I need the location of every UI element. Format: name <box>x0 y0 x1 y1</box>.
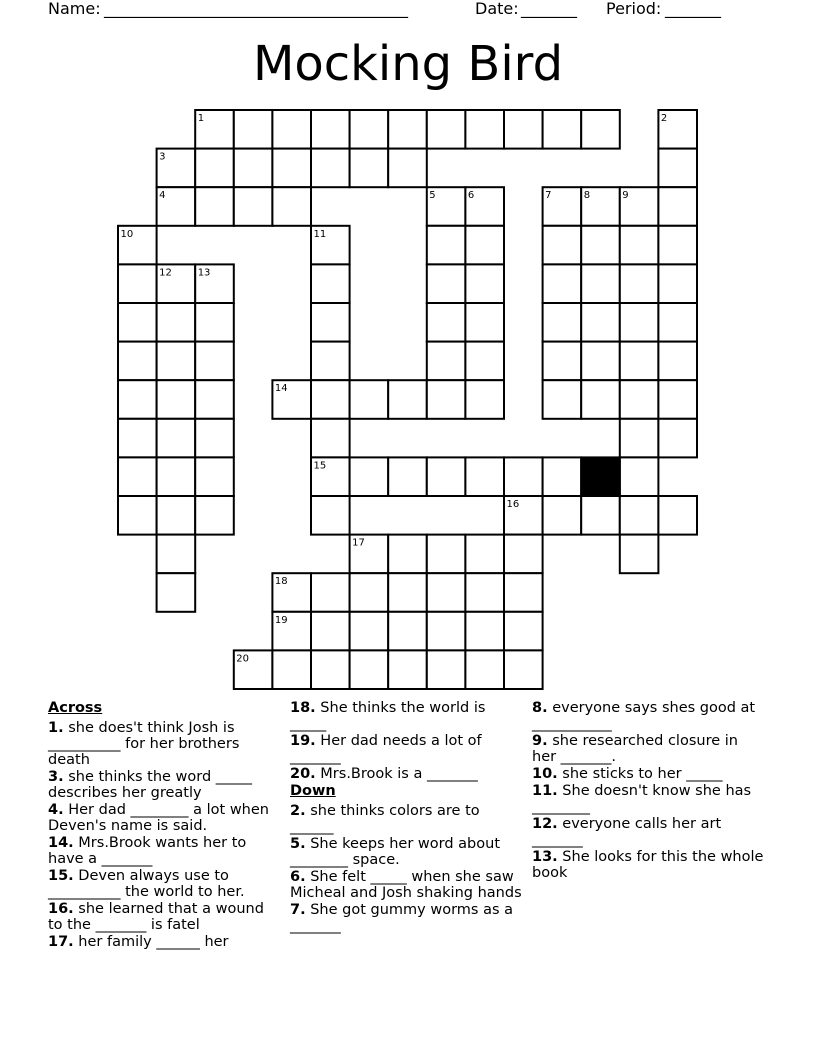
crossword-cell[interactable] <box>543 457 582 496</box>
crossword-cell[interactable] <box>311 303 350 342</box>
crossword-cell[interactable] <box>465 264 504 303</box>
crossword-cell[interactable] <box>581 226 620 265</box>
clue-number: 18 <box>274 576 288 588</box>
clue-across-3: 3. she thinks the word _____ describes her greatly <box>48 769 253 801</box>
crossword-cell[interactable] <box>234 187 273 226</box>
name-blank[interactable]: ______________________________________ <box>104 0 408 18</box>
clue-column-2 <box>290 700 522 935</box>
crossword-cell[interactable] <box>195 187 234 226</box>
date-blank[interactable]: _______ <box>521 0 577 18</box>
crossword-cell[interactable] <box>388 573 427 612</box>
clue-down-5: 5. She keeps her word about ________ space. <box>290 836 501 868</box>
crossword-cell[interactable] <box>620 535 659 574</box>
crossword-cell[interactable] <box>311 419 350 458</box>
clue-number: 11 <box>313 228 327 240</box>
clue-number: 3 <box>159 151 166 163</box>
crossword-cell[interactable] <box>465 342 504 381</box>
crossword-cell[interactable] <box>620 342 659 381</box>
crossword-cell[interactable] <box>543 380 582 419</box>
crossword-cell[interactable] <box>157 342 196 381</box>
clue-column-1 <box>48 700 280 951</box>
clue-across-18: 18. She thinks the world is _____ <box>290 700 486 732</box>
clue-down-10: 10. she sticks to her _____ <box>532 766 723 782</box>
crossword-cell[interactable] <box>427 457 466 496</box>
crossword-cell[interactable] <box>465 226 504 265</box>
crossword-cell[interactable] <box>581 303 620 342</box>
crossword-cell[interactable] <box>311 573 350 612</box>
clue-down-6: 6. She felt _____ when she saw Micheal and Josh shaking hands <box>290 869 522 901</box>
crossword-cell[interactable] <box>157 419 196 458</box>
clue-number: 15 <box>313 460 327 472</box>
crossword-cell[interactable] <box>234 110 273 149</box>
clue-down-11: 11. She doesn't know she has ________ <box>532 783 752 815</box>
across-heading: Across <box>48 700 103 716</box>
crossword-cell[interactable] <box>272 187 311 226</box>
crossword-cell[interactable] <box>465 612 504 651</box>
crossword-cell[interactable] <box>157 303 196 342</box>
clue-number: 19 <box>274 614 288 626</box>
clue-down-7: 7. She got gummy worms as a _______ <box>290 902 514 934</box>
clue-number: 2 <box>660 113 668 124</box>
crossword-cell[interactable] <box>157 573 196 612</box>
crossword-cell[interactable] <box>620 264 659 303</box>
crossword-cell[interactable] <box>581 264 620 303</box>
clue-number: 1 <box>197 113 205 124</box>
crossword-cell[interactable] <box>272 110 311 149</box>
clue-number: 8 <box>583 190 591 202</box>
crossword-cell[interactable] <box>195 380 234 419</box>
crossword-cell[interactable] <box>658 226 697 265</box>
crossword-cell[interactable] <box>504 573 543 612</box>
crossword-cell[interactable] <box>350 457 389 496</box>
crossword-cell[interactable] <box>311 380 350 419</box>
clue-number: 20 <box>236 653 250 665</box>
clue-number: 10 <box>120 228 134 240</box>
name-label: Name: <box>48 0 101 18</box>
crossword-cell[interactable] <box>465 650 504 689</box>
crossword-cell[interactable] <box>195 149 234 188</box>
crossword-cell[interactable] <box>543 110 582 149</box>
clue-across-1: 1. she does't think Josh is __________ for her brothers death <box>48 720 240 768</box>
crossword-cell[interactable] <box>311 612 350 651</box>
crossword-cell[interactable] <box>157 496 196 535</box>
crossword-cell[interactable] <box>504 535 543 574</box>
crossword-cell[interactable] <box>350 650 389 689</box>
crossword-cell[interactable] <box>658 342 697 381</box>
clue-number: 4 <box>159 190 166 202</box>
clue-across-20: 20. Mrs.Brook is a _______ <box>290 766 478 782</box>
crossword-cell[interactable] <box>504 650 543 689</box>
clue-number: 13 <box>197 267 211 279</box>
clue-across-14: 14. Mrs.Brook wants her to have a _______ <box>48 835 247 867</box>
crossword-cell[interactable] <box>543 303 582 342</box>
crossword-cell[interactable] <box>388 535 427 574</box>
clue-down-13: 13. She looks for this the whole book <box>532 849 764 881</box>
crossword-cell[interactable] <box>195 342 234 381</box>
crossword-cell[interactable] <box>118 457 157 496</box>
crossword-cell[interactable] <box>581 496 620 535</box>
clue-across-19: 19. Her dad needs a lot of _______ <box>290 733 482 765</box>
crossword-cell[interactable] <box>427 226 466 265</box>
crossword-cell[interactable] <box>195 496 234 535</box>
crossword-cell[interactable] <box>581 380 620 419</box>
crossword-cell[interactable] <box>658 496 697 535</box>
clue-down-2: 2. she thinks colors are to ______ <box>290 803 480 835</box>
period-blank[interactable]: _______ <box>665 0 721 18</box>
clue-across-16: 16. she learned that a wound to the _______ is fatel <box>48 901 264 933</box>
clue-across-4: 4. Her dad ________ a lot when Deven's name is said. <box>48 802 269 834</box>
crossword-cell[interactable] <box>350 573 389 612</box>
crossword-cell[interactable] <box>388 380 427 419</box>
crossword-cell[interactable] <box>311 110 350 149</box>
crossword-cell[interactable] <box>504 110 543 149</box>
crossword-cell[interactable] <box>465 303 504 342</box>
crossword-cell[interactable] <box>427 380 466 419</box>
crossword-cell[interactable] <box>195 457 234 496</box>
crossword-cell[interactable] <box>620 380 659 419</box>
crossword-cell[interactable] <box>581 342 620 381</box>
crossword-cell[interactable] <box>427 535 466 574</box>
crossword-cell[interactable] <box>311 149 350 188</box>
clue-number: 9 <box>622 190 629 202</box>
crossword-cell[interactable] <box>427 264 466 303</box>
crossword-cell[interactable] <box>350 110 389 149</box>
crossword-cell[interactable] <box>427 612 466 651</box>
crossword-cell[interactable] <box>118 342 157 381</box>
crossword-cell[interactable] <box>350 380 389 419</box>
crossword-cell[interactable] <box>118 496 157 535</box>
crossword-cell[interactable] <box>350 149 389 188</box>
black-square <box>581 457 620 496</box>
crossword-cell[interactable] <box>118 264 157 303</box>
crossword-cell[interactable] <box>465 457 504 496</box>
crossword-cell[interactable] <box>620 226 659 265</box>
puzzle-title: Mocking Bird <box>252 36 564 92</box>
clue-number: 14 <box>274 383 288 395</box>
crossword-cell[interactable] <box>620 496 659 535</box>
crossword-cell[interactable] <box>118 303 157 342</box>
crossword-cell[interactable] <box>195 419 234 458</box>
crossword-cell[interactable] <box>658 303 697 342</box>
crossword-cell[interactable] <box>157 457 196 496</box>
crossword-cell[interactable] <box>504 457 543 496</box>
crossword-cell[interactable] <box>195 303 234 342</box>
crossword-cell[interactable] <box>543 496 582 535</box>
crossword-cell[interactable] <box>504 612 543 651</box>
crossword-cell[interactable] <box>581 110 620 149</box>
crossword-cell[interactable] <box>234 149 273 188</box>
crossword-cell[interactable] <box>620 419 659 458</box>
crossword-cell[interactable] <box>543 264 582 303</box>
crossword-cell[interactable] <box>465 110 504 149</box>
crossword-cell[interactable] <box>427 342 466 381</box>
crossword-cell[interactable] <box>465 380 504 419</box>
crossword-cell[interactable] <box>658 187 697 226</box>
clue-number: 12 <box>159 267 172 279</box>
clue-number: 16 <box>506 499 520 510</box>
crossword-cell[interactable] <box>388 650 427 689</box>
clue-number: 5 <box>429 190 436 202</box>
crossword-cell[interactable] <box>427 573 466 612</box>
clue-number: 6 <box>467 190 475 202</box>
crossword-cell[interactable] <box>388 149 427 188</box>
clue-column-3 <box>532 700 764 882</box>
date-label: Date: <box>475 0 519 18</box>
crossword-cell[interactable] <box>427 650 466 689</box>
crossword-cell[interactable] <box>427 303 466 342</box>
crossword-cell[interactable] <box>272 650 311 689</box>
crossword-cell[interactable] <box>620 303 659 342</box>
crossword-cell[interactable] <box>465 573 504 612</box>
crossword-cell[interactable] <box>350 612 389 651</box>
crossword-cell[interactable] <box>118 419 157 458</box>
crossword-cell[interactable] <box>311 264 350 303</box>
crossword-cell[interactable] <box>658 149 697 188</box>
crossword-cell[interactable] <box>311 496 350 535</box>
crossword-cell[interactable] <box>311 342 350 381</box>
crossword-cell[interactable] <box>543 226 582 265</box>
crossword-cell[interactable] <box>388 110 427 149</box>
clue-down-8: 8. everyone says shes good at ___________ <box>532 700 756 732</box>
clue-down-12: 12. everyone calls her art _______ <box>532 816 722 848</box>
crossword-cell[interactable] <box>658 264 697 303</box>
crossword-cell[interactable] <box>157 380 196 419</box>
crossword-cell[interactable] <box>658 380 697 419</box>
crossword-cell[interactable] <box>157 535 196 574</box>
crossword-cell[interactable] <box>118 380 157 419</box>
crossword-cell[interactable] <box>272 149 311 188</box>
crossword-cell[interactable] <box>427 110 466 149</box>
clue-number: 17 <box>352 537 365 549</box>
clue-across-15: 15. Deven always use to __________ the world to her. <box>48 868 245 900</box>
crossword-cell[interactable] <box>465 535 504 574</box>
down-heading: Down <box>290 783 336 799</box>
crossword-cell[interactable] <box>388 457 427 496</box>
crossword-cell[interactable] <box>388 612 427 651</box>
crossword-cell[interactable] <box>658 419 697 458</box>
clue-across-17: 17. her family ______ her <box>48 934 229 950</box>
clue-down-9: 9. she researched closure in her _______. <box>532 733 738 765</box>
clue-number: 7 <box>545 190 552 202</box>
period-label: Period: <box>606 0 662 18</box>
crossword-cell[interactable] <box>311 650 350 689</box>
crossword-cell[interactable] <box>620 457 659 496</box>
crossword-cell[interactable] <box>543 342 582 381</box>
